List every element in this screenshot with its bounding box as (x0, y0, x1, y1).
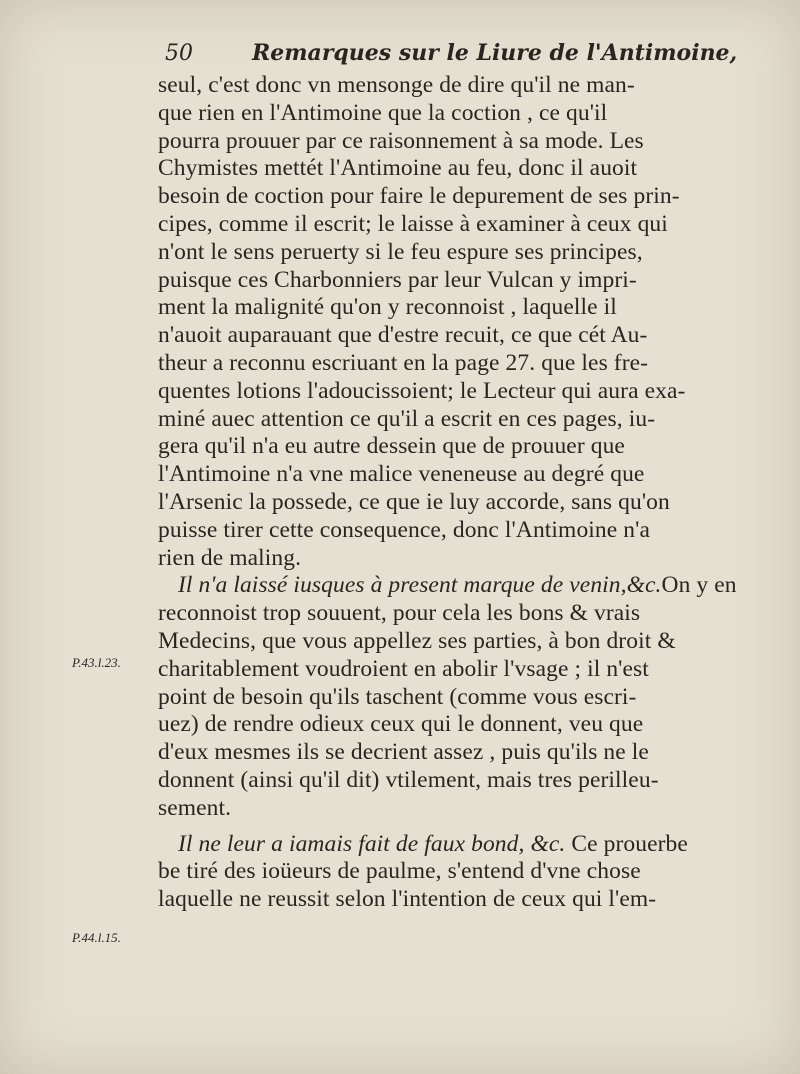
text-line: puisque ces Charbonniers par leur Vulcan y impri- (158, 266, 637, 293)
text-line: point de besoin qu'ils taschent (comme vous escri- (158, 683, 637, 710)
text-line: n'auoit auparauant que d'estre recuit, ce que cét Au- (158, 322, 648, 349)
text-line (158, 831, 728, 859)
paragraph-3 (158, 831, 728, 914)
text-line: laquelle ne reussit selon l'intention de ceux qui l'em- (158, 886, 657, 913)
text-line: charitablement voudroient en abolir l'vsage ; il n'est (158, 655, 649, 682)
text-line: rien de maling. (158, 544, 302, 571)
text-fragment: Ce prouerbe (571, 830, 688, 857)
text-line: Medecins, que vous appellez ses parties, à bon droit & (158, 627, 676, 654)
paragraph-1 (158, 72, 728, 572)
body-text (158, 72, 737, 914)
text-line: puisse tirer cette consequence, donc l'Antimoine n'a (158, 516, 650, 543)
text-line: donnent (ainsi qu'il dit) vtilement, mais tres perilleu- (158, 766, 659, 793)
text-line: l'Arsenic la possede, ce que ie luy accorde, sans qu'on (158, 488, 670, 515)
page-number: 50 (165, 41, 193, 66)
text-line: besoin de coction pour faire le depurement de ses prin- (158, 183, 680, 210)
margin-reference: P.44.l.15. (72, 930, 121, 945)
margin-reference: P.43.l.23. (72, 655, 121, 670)
paragraph-2 (158, 572, 737, 822)
text-line: cipes, comme il escrit; le laisse à examiner à ceux qui (158, 210, 668, 237)
text-line: theur a reconnu escriuant en la page 27. que les fre- (158, 349, 649, 376)
text-line: seul, c'est donc vn mensonge de dire qu'il ne man- (158, 72, 635, 98)
text-line: miné auec attention ce qu'il a escrit en ces pages, iu- (158, 405, 656, 432)
text-line: gera qu'il n'a eu autre dessein que de prouuer que (158, 433, 625, 460)
quoted-passage: Il ne leur a iamais fait de faux bond, &c. (178, 830, 566, 857)
text-line: n'ont le sens peruerty si le feu espure ses principes, (158, 238, 643, 265)
text-line: uez) de rendre odieux ceux qui le donnent, veu que (158, 711, 644, 738)
text-line: sement. (158, 794, 232, 821)
text-line: reconnoist trop souuent, pour cela les bons & vrais (158, 600, 641, 627)
text-line: d'eux mesmes ils se decrient assez , puis qu'ils ne le (158, 739, 649, 766)
text-line: Chymistes mettét l'Antimoine au feu, donc il auoit (158, 155, 638, 182)
text-line (158, 572, 737, 600)
text-line: quentes lotions l'adoucissoient; le Lecteur qui aura exa- (158, 377, 686, 404)
text-line: que rien en l'Antimoine que la coction , ce qu'il (158, 99, 608, 126)
page-header (165, 40, 738, 66)
quoted-passage: Il n'a laissé iusques à present marque de venin,&c. (178, 572, 662, 599)
text-line: l'Antimoine n'a vne malice veneneuse au degré que (158, 461, 645, 488)
text-line: pourra prouuer par ce raisonnement à sa mode. Les (158, 127, 644, 154)
text-line: be tiré des ioüeurs de paulme, s'entend d'vne chose (158, 858, 641, 885)
text-line: ment la malignité qu'on y reconnoist , laquelle il (158, 294, 617, 321)
running-title: Remarques sur le Liure de l'Antimoine, (252, 40, 738, 66)
text-fragment: On y en (661, 572, 737, 599)
